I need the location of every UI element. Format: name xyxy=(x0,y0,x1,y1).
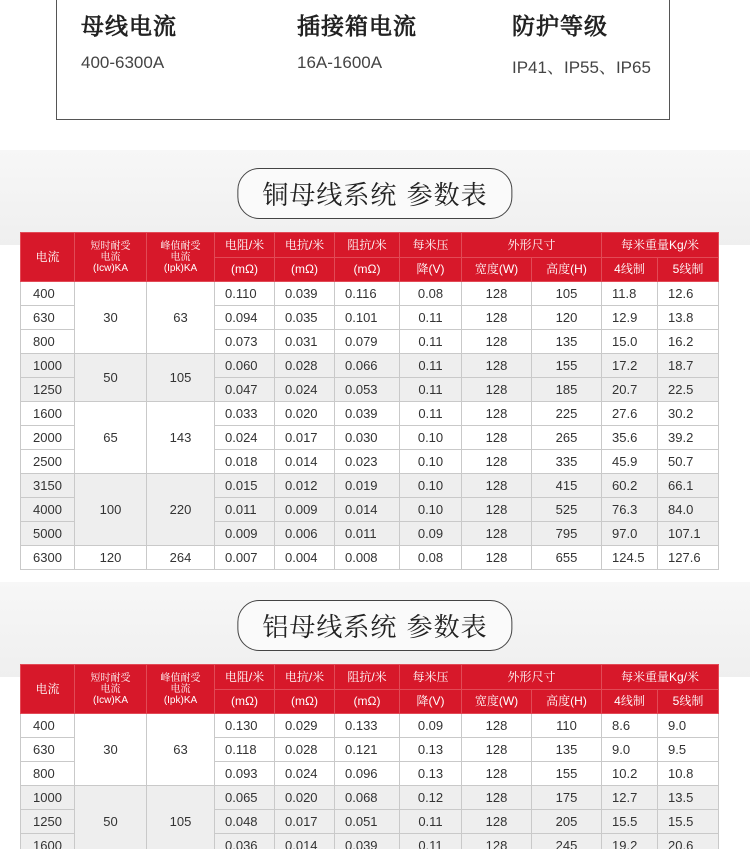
spec-value: IP41、IP55、IP65 xyxy=(512,58,651,77)
cell-voltage-drop: 0.11 xyxy=(400,810,462,834)
cell-impedance: 0.068 xyxy=(335,786,400,810)
copper-table-title: 铜母线系统 参数表 xyxy=(237,168,512,219)
cell-voltage-drop: 0.12 xyxy=(400,786,462,810)
cell-height: 795 xyxy=(532,522,602,546)
cell-voltage-drop: 0.08 xyxy=(400,546,462,570)
cell-height: 120 xyxy=(532,306,602,330)
cell-width: 128 xyxy=(462,426,532,450)
table-row xyxy=(21,282,719,306)
spec-protection-level xyxy=(512,8,651,78)
cell-resistance: 0.036 xyxy=(215,834,275,849)
header-height: 高度(H) xyxy=(532,258,602,282)
cell-peak-current: 105 xyxy=(147,786,215,849)
cell-weight-5wire: 13.8 xyxy=(658,306,719,330)
cell-short-time-current: 30 xyxy=(75,714,147,786)
header-current: 电流 xyxy=(21,665,75,714)
cell-width: 128 xyxy=(462,498,532,522)
cell-height: 175 xyxy=(532,786,602,810)
cell-width: 128 xyxy=(462,474,532,498)
cell-weight-5wire: 30.2 xyxy=(658,402,719,426)
cell-short-time-current: 50 xyxy=(75,354,147,402)
cell-weight-5wire: 39.2 xyxy=(658,426,719,450)
cell-voltage-drop: 0.09 xyxy=(400,714,462,738)
cell-current: 1250 xyxy=(21,810,75,834)
cell-current: 400 xyxy=(21,282,75,306)
cell-weight-4wire: 17.2 xyxy=(602,354,658,378)
cell-current: 4000 xyxy=(21,498,75,522)
cell-height: 155 xyxy=(532,762,602,786)
cell-current: 1000 xyxy=(21,786,75,810)
cell-current: 1000 xyxy=(21,354,75,378)
cell-weight-4wire: 9.0 xyxy=(602,738,658,762)
cell-width: 128 xyxy=(462,714,532,738)
cell-voltage-drop: 0.13 xyxy=(400,762,462,786)
cell-width: 128 xyxy=(462,378,532,402)
cell-impedance: 0.014 xyxy=(335,498,400,522)
header-reactance: 电抗/米 xyxy=(275,665,335,690)
cell-weight-5wire: 20.6 xyxy=(658,834,719,849)
cell-current: 630 xyxy=(21,306,75,330)
header-unit: (mΩ) xyxy=(275,690,335,714)
cell-voltage-drop: 0.10 xyxy=(400,474,462,498)
cell-weight-5wire: 66.1 xyxy=(658,474,719,498)
cell-resistance: 0.094 xyxy=(215,306,275,330)
cell-impedance: 0.096 xyxy=(335,762,400,786)
cell-resistance: 0.048 xyxy=(215,810,275,834)
cell-impedance: 0.039 xyxy=(335,834,400,849)
cell-voltage-drop: 0.08 xyxy=(400,282,462,306)
cell-impedance: 0.030 xyxy=(335,426,400,450)
cell-height: 105 xyxy=(532,282,602,306)
cell-weight-4wire: 11.8 xyxy=(602,282,658,306)
header-5-wire: 5线制 xyxy=(658,690,719,714)
cell-width: 128 xyxy=(462,450,532,474)
table-row xyxy=(21,546,719,570)
cell-height: 135 xyxy=(532,738,602,762)
cell-current: 800 xyxy=(21,762,75,786)
cell-current: 3150 xyxy=(21,474,75,498)
cell-width: 128 xyxy=(462,402,532,426)
cell-height: 655 xyxy=(532,546,602,570)
cell-voltage-drop: 0.11 xyxy=(400,378,462,402)
header-5-wire: 5线制 xyxy=(658,258,719,282)
cell-height: 245 xyxy=(532,834,602,849)
header-impedance: 阻抗/米 xyxy=(335,233,400,258)
cell-height: 185 xyxy=(532,378,602,402)
header-impedance: 阻抗/米 xyxy=(335,665,400,690)
cell-impedance: 0.023 xyxy=(335,450,400,474)
header-short-time-current: 短时耐受 电流 (Icw)KA xyxy=(75,665,147,714)
cell-impedance: 0.133 xyxy=(335,714,400,738)
cell-resistance: 0.007 xyxy=(215,546,275,570)
cell-weight-4wire: 20.7 xyxy=(602,378,658,402)
cell-weight-4wire: 27.6 xyxy=(602,402,658,426)
header-peak-current: 峰值耐受 电流 (Ipk)KA xyxy=(147,665,215,714)
cell-height: 525 xyxy=(532,498,602,522)
cell-peak-current: 264 xyxy=(147,546,215,570)
cell-impedance: 0.079 xyxy=(335,330,400,354)
cell-resistance: 0.073 xyxy=(215,330,275,354)
cell-short-time-current: 100 xyxy=(75,474,147,546)
cell-height: 265 xyxy=(532,426,602,450)
cell-voltage-drop: 0.10 xyxy=(400,426,462,450)
cell-weight-4wire: 45.9 xyxy=(602,450,658,474)
cell-voltage-drop: 0.11 xyxy=(400,834,462,849)
cell-impedance: 0.019 xyxy=(335,474,400,498)
cell-height: 155 xyxy=(532,354,602,378)
header-dimensions: 外形尺寸 xyxy=(462,665,602,690)
cell-width: 128 xyxy=(462,810,532,834)
cell-resistance: 0.093 xyxy=(215,762,275,786)
cell-voltage-drop: 0.09 xyxy=(400,522,462,546)
header-resistance: 电阻/米 xyxy=(215,233,275,258)
cell-reactance: 0.004 xyxy=(275,546,335,570)
header-4-wire: 4线制 xyxy=(602,258,658,282)
cell-peak-current: 63 xyxy=(147,714,215,786)
cell-peak-current: 143 xyxy=(147,402,215,474)
header-drop-unit: 降(V) xyxy=(400,258,462,282)
copper-parameter-table xyxy=(20,232,719,570)
header-weight: 每米重量Kg/米 xyxy=(602,665,719,690)
header-peak-current: 峰值耐受 电流 (Ipk)KA xyxy=(147,233,215,282)
cell-current: 5000 xyxy=(21,522,75,546)
header-reactance: 电抗/米 xyxy=(275,233,335,258)
cell-resistance: 0.018 xyxy=(215,450,275,474)
cell-current: 2000 xyxy=(21,426,75,450)
cell-weight-5wire: 13.5 xyxy=(658,786,719,810)
spec-title: 母线电流 xyxy=(81,14,177,40)
cell-width: 128 xyxy=(462,834,532,849)
cell-impedance: 0.066 xyxy=(335,354,400,378)
cell-short-time-current: 30 xyxy=(75,282,147,354)
cell-weight-4wire: 60.2 xyxy=(602,474,658,498)
cell-resistance: 0.065 xyxy=(215,786,275,810)
spec-value: 400-6300A xyxy=(81,53,165,72)
cell-weight-5wire: 12.6 xyxy=(658,282,719,306)
cell-resistance: 0.024 xyxy=(215,426,275,450)
cell-resistance: 0.015 xyxy=(215,474,275,498)
cell-weight-5wire: 127.6 xyxy=(658,546,719,570)
spec-busbar-current xyxy=(81,8,177,73)
cell-resistance: 0.033 xyxy=(215,402,275,426)
cell-reactance: 0.035 xyxy=(275,306,335,330)
cell-impedance: 0.053 xyxy=(335,378,400,402)
cell-resistance: 0.009 xyxy=(215,522,275,546)
cell-impedance: 0.121 xyxy=(335,738,400,762)
cell-peak-current: 220 xyxy=(147,474,215,546)
spec-plugin-box-current xyxy=(297,8,417,73)
spec-value: 16A-1600A xyxy=(297,53,383,72)
cell-weight-4wire: 76.3 xyxy=(602,498,658,522)
cell-current: 1600 xyxy=(21,402,75,426)
cell-weight-5wire: 9.0 xyxy=(658,714,719,738)
cell-weight-4wire: 10.2 xyxy=(602,762,658,786)
cell-height: 225 xyxy=(532,402,602,426)
cell-voltage-drop: 0.10 xyxy=(400,498,462,522)
header-unit: (mΩ) xyxy=(215,690,275,714)
cell-width: 128 xyxy=(462,786,532,810)
cell-reactance: 0.006 xyxy=(275,522,335,546)
spec-title: 防护等级 xyxy=(512,14,608,40)
cell-impedance: 0.039 xyxy=(335,402,400,426)
cell-voltage-drop: 0.11 xyxy=(400,354,462,378)
cell-voltage-drop: 0.13 xyxy=(400,738,462,762)
cell-weight-4wire: 19.2 xyxy=(602,834,658,849)
cell-reactance: 0.020 xyxy=(275,786,335,810)
cell-weight-5wire: 16.2 xyxy=(658,330,719,354)
header-short-time-current: 短时耐受 电流 (Icw)KA xyxy=(75,233,147,282)
cell-weight-4wire: 12.9 xyxy=(602,306,658,330)
cell-resistance: 0.110 xyxy=(215,282,275,306)
cell-reactance: 0.028 xyxy=(275,354,335,378)
cell-reactance: 0.017 xyxy=(275,810,335,834)
cell-reactance: 0.039 xyxy=(275,282,335,306)
table-row xyxy=(21,714,719,738)
header-weight: 每米重量Kg/米 xyxy=(602,233,719,258)
header-current: 电流 xyxy=(21,233,75,282)
cell-weight-5wire: 9.5 xyxy=(658,738,719,762)
cell-weight-4wire: 97.0 xyxy=(602,522,658,546)
cell-impedance: 0.011 xyxy=(335,522,400,546)
cell-current: 2500 xyxy=(21,450,75,474)
cell-reactance: 0.031 xyxy=(275,330,335,354)
cell-weight-4wire: 35.6 xyxy=(602,426,658,450)
cell-reactance: 0.024 xyxy=(275,762,335,786)
cell-short-time-current: 65 xyxy=(75,402,147,474)
cell-voltage-drop: 0.11 xyxy=(400,306,462,330)
cell-width: 128 xyxy=(462,546,532,570)
cell-reactance: 0.028 xyxy=(275,738,335,762)
cell-weight-4wire: 12.7 xyxy=(602,786,658,810)
cell-weight-4wire: 124.5 xyxy=(602,546,658,570)
header-drop-unit: 降(V) xyxy=(400,690,462,714)
cell-width: 128 xyxy=(462,762,532,786)
cell-current: 1600 xyxy=(21,834,75,849)
cell-height: 205 xyxy=(532,810,602,834)
cell-reactance: 0.012 xyxy=(275,474,335,498)
cell-width: 128 xyxy=(462,306,532,330)
cell-weight-4wire: 15.0 xyxy=(602,330,658,354)
cell-reactance: 0.024 xyxy=(275,378,335,402)
header-voltage-drop: 每米压 xyxy=(400,233,462,258)
cell-short-time-current: 120 xyxy=(75,546,147,570)
cell-reactance: 0.014 xyxy=(275,834,335,849)
cell-weight-5wire: 15.5 xyxy=(658,810,719,834)
cell-height: 335 xyxy=(532,450,602,474)
cell-impedance: 0.008 xyxy=(335,546,400,570)
cell-weight-5wire: 50.7 xyxy=(658,450,719,474)
cell-resistance: 0.047 xyxy=(215,378,275,402)
cell-weight-5wire: 10.8 xyxy=(658,762,719,786)
aluminum-section-banner xyxy=(0,582,750,677)
copper-section-banner xyxy=(0,150,750,245)
cell-voltage-drop: 0.10 xyxy=(400,450,462,474)
header-width: 宽度(W) xyxy=(462,690,532,714)
cell-resistance: 0.011 xyxy=(215,498,275,522)
cell-impedance: 0.051 xyxy=(335,810,400,834)
spec-title: 插接箱电流 xyxy=(297,14,417,40)
cell-current: 1250 xyxy=(21,378,75,402)
cell-reactance: 0.020 xyxy=(275,402,335,426)
table-row xyxy=(21,786,719,810)
cell-reactance: 0.009 xyxy=(275,498,335,522)
cell-height: 415 xyxy=(532,474,602,498)
cell-peak-current: 105 xyxy=(147,354,215,402)
header-height: 高度(H) xyxy=(532,690,602,714)
cell-width: 128 xyxy=(462,522,532,546)
cell-impedance: 0.116 xyxy=(335,282,400,306)
cell-reactance: 0.017 xyxy=(275,426,335,450)
cell-weight-5wire: 18.7 xyxy=(658,354,719,378)
cell-current: 6300 xyxy=(21,546,75,570)
cell-reactance: 0.029 xyxy=(275,714,335,738)
cell-width: 128 xyxy=(462,330,532,354)
cell-weight-5wire: 22.5 xyxy=(658,378,719,402)
cell-voltage-drop: 0.11 xyxy=(400,402,462,426)
cell-height: 110 xyxy=(532,714,602,738)
header-resistance: 电阻/米 xyxy=(215,665,275,690)
cell-resistance: 0.060 xyxy=(215,354,275,378)
spec-summary-box xyxy=(56,0,670,120)
cell-reactance: 0.014 xyxy=(275,450,335,474)
cell-width: 128 xyxy=(462,354,532,378)
header-dimensions: 外形尺寸 xyxy=(462,233,602,258)
header-unit: (mΩ) xyxy=(275,258,335,282)
header-4-wire: 4线制 xyxy=(602,690,658,714)
cell-impedance: 0.101 xyxy=(335,306,400,330)
table-row xyxy=(21,474,719,498)
cell-weight-4wire: 15.5 xyxy=(602,810,658,834)
cell-current: 400 xyxy=(21,714,75,738)
cell-weight-4wire: 8.6 xyxy=(602,714,658,738)
aluminum-table-title: 铝母线系统 参数表 xyxy=(237,600,512,651)
cell-weight-5wire: 84.0 xyxy=(658,498,719,522)
table-row xyxy=(21,354,719,378)
cell-resistance: 0.118 xyxy=(215,738,275,762)
cell-voltage-drop: 0.11 xyxy=(400,330,462,354)
cell-width: 128 xyxy=(462,282,532,306)
header-unit: (mΩ) xyxy=(335,258,400,282)
cell-width: 128 xyxy=(462,738,532,762)
cell-current: 800 xyxy=(21,330,75,354)
table-row xyxy=(21,402,719,426)
header-voltage-drop: 每米压 xyxy=(400,665,462,690)
cell-current: 630 xyxy=(21,738,75,762)
cell-height: 135 xyxy=(532,330,602,354)
header-unit: (mΩ) xyxy=(215,258,275,282)
cell-weight-5wire: 107.1 xyxy=(658,522,719,546)
header-width: 宽度(W) xyxy=(462,258,532,282)
aluminum-parameter-table xyxy=(20,664,719,849)
header-unit: (mΩ) xyxy=(335,690,400,714)
cell-peak-current: 63 xyxy=(147,282,215,354)
cell-resistance: 0.130 xyxy=(215,714,275,738)
cell-short-time-current: 50 xyxy=(75,786,147,849)
